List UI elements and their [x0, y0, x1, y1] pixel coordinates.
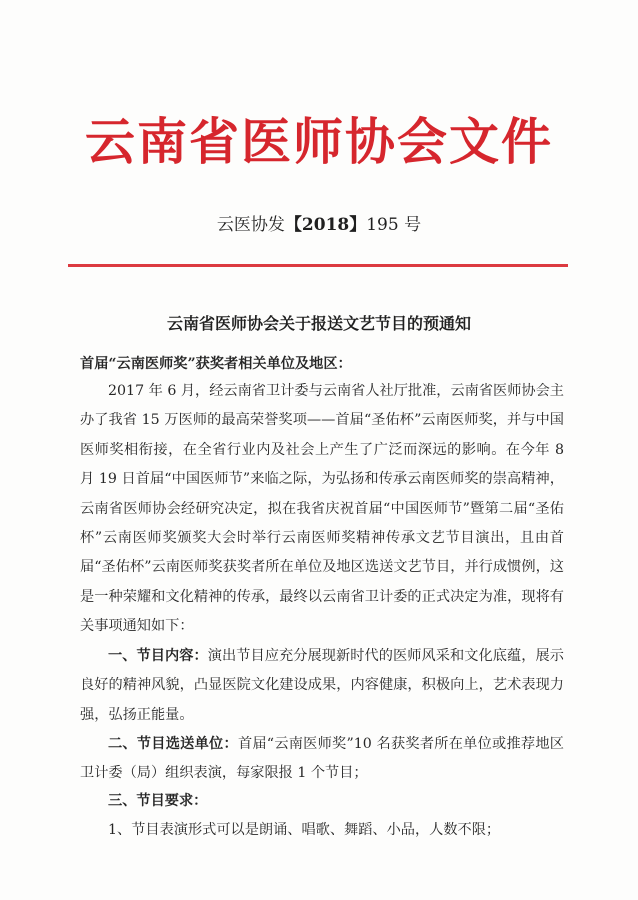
section-program-content-text: 演出节目应充分展现新时代的医师风采和文化底蕴，展示良好的精神风貌，凸显医院文化建设成果，内容健康，积极向上，艺术表现力强，弘扬正能量。: [80, 648, 564, 723]
paragraph-intro: 2017 年 6 月，经云南省卫计委与云南省人社厅批准，云南省医师协会主办了我省 15 万医师的最高荣誉奖项——首届“圣佑杯”云南医师奖，并与中国医师奖相衔接，在全省行业内及社会上产生了广泛而深远的影响。在今年 8 月 19 日首届“中国医师节”来临之际，为弘扬和传承云南医师奖的崇高精神，云南省医师协会经研究决定，拟在我省庆祝首届“中国医师节”暨第二届“圣佑杯”云南医师奖颁奖大会时举行云南医师奖精神传承文艺节目演出，且由首届“圣佑杯”云南医师奖获奖者所在单位及地区选送文艺节目，并行成惯例，这是一种荣耀和文化精神的传承，最终以云南省卫计委的正式决定为准，现将有关事项通知如下：: [80, 383, 564, 635]
doc-number-year: 【2018】: [284, 215, 367, 235]
document-header-title: 云南省医师协会文件: [85, 112, 553, 171]
section-program-content-lead: 一、节目内容：: [108, 648, 208, 664]
section-program-content: [80, 642, 564, 730]
doc-number-suffix: 195 号: [366, 215, 422, 235]
requirement-item-1: 1、节目表演形式可以是朗诵、唱歌、舞蹈、小品，人数不限；: [108, 822, 501, 838]
document-number: [0, 213, 638, 237]
section-submitting-units-text: 首届“云南医师奖”10 名获奖者所在单位或推荐地区卫计委（局）组织表演，每家限报 1 个节目；: [80, 736, 564, 782]
red-separator-line: [68, 264, 568, 267]
salutation: 首届“云南医师奖”获奖者相关单位及地区：: [80, 356, 352, 372]
section-submitting-units: [80, 730, 564, 789]
doc-number-prefix: 云医协发: [216, 215, 285, 235]
section-program-requirements: 三、节目要求：: [108, 793, 208, 809]
notice-title: 云南省医师协会关于报送文艺节目的预通知: [166, 314, 471, 333]
section-submitting-units-lead: 二、节目选送单位：: [108, 736, 238, 752]
